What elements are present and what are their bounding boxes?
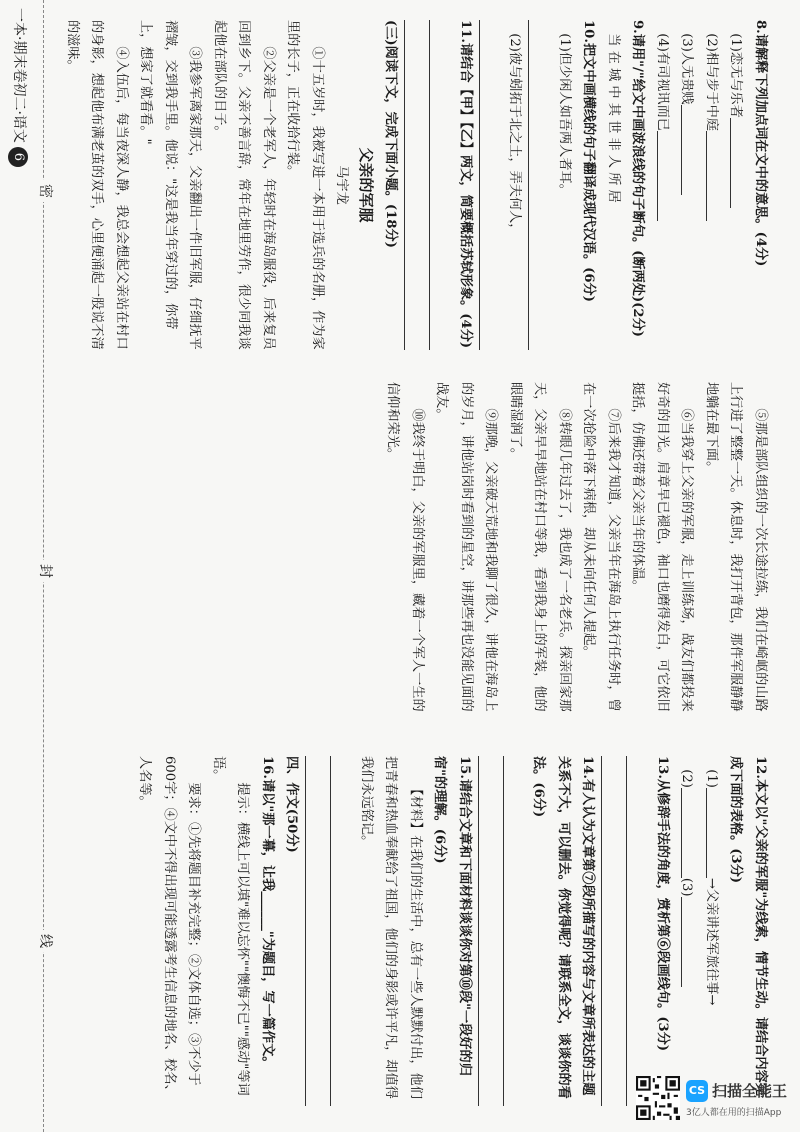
q8-item-3: (3)人无贵贱 xyxy=(674,20,699,350)
q12-item-1: (1)→父亲讲述军旅往事→ xyxy=(704,769,719,1006)
q9-sentence: 当 在 城 中 其 世 非 人 所 居 xyxy=(606,33,621,203)
section-three-header: (三)阅读下文，完成下面小题。(18分) xyxy=(383,20,399,248)
article-paragraph: ⑩我终于明白，父亲的军服里，藏着一个军人一生的信仰和荣光。 xyxy=(385,382,425,712)
q10-item-2: (2)彼与蚓拓于北之土，弄夫何人， xyxy=(507,33,523,237)
material-text: 【材料】在我们的生活中，总有一些人默默付出，他们把青春和热血奉献给了祖国，他们的身影或许平凡，却值得我们永远铭记。 xyxy=(359,756,423,1099)
column-one xyxy=(44,20,772,350)
binding-mark: 线 xyxy=(36,930,56,952)
answer-line xyxy=(405,20,428,350)
q16-hint: 提示：横线上可以填"难以忘怀""懊悔不已""感动"等词语。 xyxy=(211,756,251,1096)
answer-line xyxy=(478,756,501,1106)
article-author: 马宇龙 xyxy=(334,165,350,205)
article-title: 父亲的军服 xyxy=(357,147,375,223)
answer-line xyxy=(331,756,354,1106)
q8-item-2: (2)相与步于中庭 xyxy=(699,20,724,350)
q12-item-2: (2)(3) xyxy=(674,756,699,1106)
scanner-watermark xyxy=(636,1074,796,1124)
scanner-logo-icon: CS xyxy=(686,1080,708,1102)
article-paragraph: ④入伍后，每当夜深人静，我总会想起父亲站在村口的身影，想起他布满老茧的双手，心里便涌起一股说不清的滋味。 xyxy=(65,20,129,350)
question-14: 14.有人认为文章第⑦段所描写的内容与文章所表达的主题关系不大，可以删去。你觉得呢？请联系全文，谈谈你的看法。(6分) xyxy=(531,756,596,1099)
binding-mark: 密 xyxy=(36,180,56,202)
question-15: 15.请结合文章和下面材料谈谈你对第⑩段"一段好的归宿"的理解。(6分) xyxy=(432,756,472,1076)
q16-requirements: 要求：①先将题目补充完整；②文体自选；③不少于600字；④文中不得出现可能透露考生信息的地名、校名、人名等。 xyxy=(137,756,202,1098)
article-paragraph: ⑤那是部队组织的一次长途拉练，我们在崎岖的山路上行进了整整一天。休息时，我打开背包，那件军服静静地躺在最下面。 xyxy=(704,382,768,712)
section-four-header: 四、作文(50分) xyxy=(284,756,300,853)
article-paragraph: ⑧转眼几年过去了，我也成了一名老兵。探亲回家那天，父亲早早地站在村口等我，看到我身上的军装，他的眼睛湿润了。 xyxy=(508,382,572,712)
question-16: 16.请以"那一幕，让我______"为题目，写一篇作文。 xyxy=(260,756,275,1070)
scanner-app-name: 扫描全能王 xyxy=(712,1082,788,1100)
question-8: 8.请解释下列加点词在文中的意思。(4分) xyxy=(753,20,768,267)
question-13: 13.从修辞手法的角度，赏析第⑥段画线句。(3分) xyxy=(655,756,670,1052)
question-12: 12.本文以"父亲的军服"为线索，情节生动。请结合内容完成下面的表格。(3分) xyxy=(728,756,768,1096)
binding-mark: 封 xyxy=(36,560,56,582)
column-three xyxy=(44,756,772,1106)
article-paragraph: ⑦后来我才知道，父亲当年在海岛上执行任务时，曾在一次抢险中落下病根，却从未向任何人提起。 xyxy=(581,382,621,712)
answer-line xyxy=(430,20,453,350)
article-paragraph: ②父亲是一个老军人，年轻时在海岛服役，后来复员回到乡下。父亲不善言辞，常年在地里劳作，很少同我谈起他在部队的日子。 xyxy=(212,20,276,350)
footer-label: 一本·期末卷初二·语文 xyxy=(11,8,27,143)
answer-line xyxy=(479,20,502,350)
article-paragraph: ⑨那晚，父亲破天荒地和我聊了很久，讲他在海岛上的岁月，讲他站岗时看到的星空，讲那些再也没能见面的战友。 xyxy=(434,382,499,712)
answer-line xyxy=(503,756,526,1106)
question-10: 10.把文中画横线的句子翻译成现代汉语。(6分) xyxy=(581,20,597,302)
answer-line xyxy=(306,756,329,1106)
question-9: 9.请用"/"给文中画波浪线的句子断句。(断两处)(2分) xyxy=(630,20,646,338)
page-footer xyxy=(8,8,30,167)
column-two xyxy=(44,382,772,722)
q8-item-1: (1)恋无与乐者 xyxy=(723,20,748,350)
answer-line xyxy=(602,756,625,1106)
answer-line xyxy=(627,756,650,1106)
question-11: 11.请结合【甲】【乙】两文，简要概括苏轼形象。(4分) xyxy=(458,20,473,349)
qr-code-icon xyxy=(636,1076,680,1120)
q8-item-4: (4)有司视讯而已 xyxy=(650,20,675,350)
article-paragraph: ③我参军离家那天，父亲翻出一件旧军服，仔细抚平褶皱，交到我手里。他说："这是我当年穿过的，你带上，想家了就看看。" xyxy=(138,20,203,350)
answer-line xyxy=(529,20,552,350)
q10-item-1: (1)但少闲人如吾两人者耳。 xyxy=(557,33,572,197)
scanner-app-tagline: 3亿人都在用的扫描App xyxy=(686,1108,782,1118)
article-paragraph: ①十五岁时，我被写进一本用于选兵的名册，作为家里的长子，正在收拾行装。 xyxy=(285,20,325,350)
page-number: 6 xyxy=(8,147,28,167)
article-paragraph: ⑥当我穿上父亲的军服，走上训练场，战友们都投来好奇的目光。肩章早已褪色，袖口也磨得发白，可它依旧挺括，仿佛还带着父亲当年的体温。 xyxy=(630,382,695,712)
